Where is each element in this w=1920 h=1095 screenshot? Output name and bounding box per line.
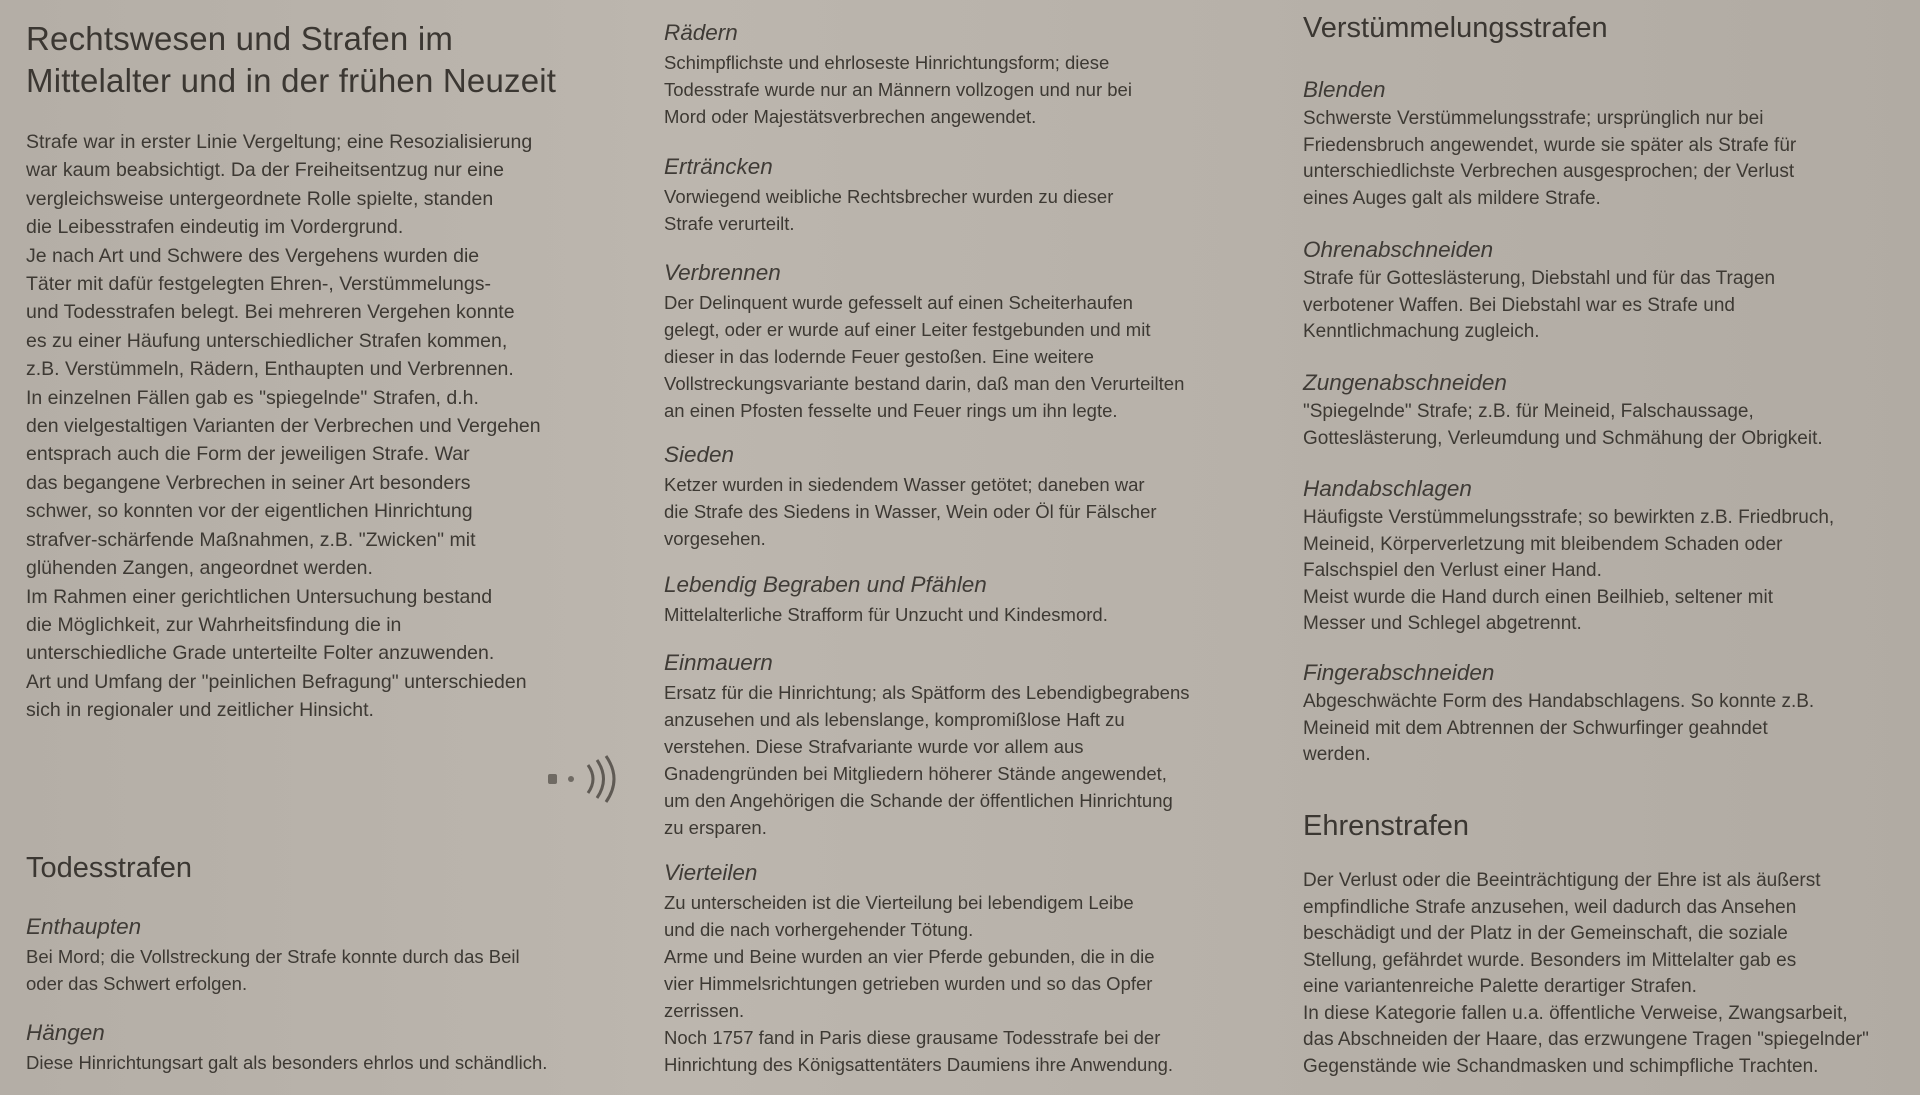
entry-text: Schwerste Verstümmelungsstrafe; ursprünglich nur bei Friedensbruch angewendet, wurde sie später als Strafe für unterschiedlichste Verbrechen ausgesprochen; der Verlust eines Auges galt als mildere Strafe. xyxy=(1303,108,1797,209)
entry-text: Schimpflichste und ehrloseste Hinrichtungsform; diese Todesstrafe wurde nur an Männern vollzogen und nur bei Mord oder Majestätsverbrechen angewendet. xyxy=(664,52,1132,127)
entry-title: Fingerabschneiden xyxy=(1303,660,1495,685)
section-heading-ehrenstrafen: Ehrenstrafen xyxy=(1303,810,1470,842)
entry-lebendig-begraben xyxy=(664,570,1264,628)
entry-blenden xyxy=(1303,75,1913,212)
entry-handabschlagen xyxy=(1303,474,1913,638)
entry-text: Vorwiegend weibliche Rechtsbrecher wurden zu dieser Strafe verurteilt. xyxy=(664,186,1114,234)
entry-title: Ohrenabschneiden xyxy=(1303,237,1494,262)
entry-enthaupten xyxy=(26,912,626,997)
entry-text: Zu unterscheiden ist die Vierteilung bei lebendigem Leibe und die nach vorhergehender Tötung. Arme und Beine wurden an vier Pferde gebunden, die in die vier Himmelsrichtungen getrieben wurden und so das Opfer zerrissen. Noch 1757 fand in Paris diese grausame Todesstrafe bei der Hinrichtung des Königsattentäters Daumiens ihre Anwendung. xyxy=(664,892,1174,1075)
entry-text: Strafe für Gotteslästerung, Diebstahl und für das Tragen verbotener Waffen. Bei Diebstahl war es Strafe und Kenntlichmachung zugleich. xyxy=(1303,268,1776,342)
entry-title: Handabschlagen xyxy=(1303,476,1472,501)
entry-title: Hängen xyxy=(26,1020,105,1045)
entry-title: Zungenabschneiden xyxy=(1303,370,1507,395)
entry-title: Lebendig Begraben und Pfählen xyxy=(664,572,987,597)
section-heading-verstuemmelungsstrafen: Verstümmelungsstrafen xyxy=(1303,12,1608,44)
entry-raedern xyxy=(664,18,1264,130)
entry-ohrenabschneiden xyxy=(1303,235,1913,346)
entry-text: Ketzer wurden in siedendem Wasser getötet; daneben war die Strafe des Siedens in Wasser, Wein oder Öl für Fälscher vorgesehen. xyxy=(664,474,1157,549)
entry-text: Mittelalterliche Strafform für Unzucht und Kindesmord. xyxy=(664,604,1108,625)
entry-title: Vierteilen xyxy=(664,860,758,885)
entry-title: Einmauern xyxy=(664,650,773,675)
entry-text: Ersatz für die Hinrichtung; als Spätform des Lebendigbegrabens anzusehen und als lebenslange, kompromißlose Haft zu verstehen. Diese Strafvariante wurde vor allem aus Gnadengründen bei Mitgliedern höherer Stände angewendet, um den Angehörigen die Schande der öffentlichen Hinrichtung zu ersparen. xyxy=(664,682,1190,838)
entry-zungenabschneiden xyxy=(1303,368,1913,452)
entry-title: Enthaupten xyxy=(26,914,142,939)
entry-vierteilen xyxy=(664,858,1264,1078)
entry-title: Sieden xyxy=(664,442,735,467)
entry-text: Bei Mord; die Vollstreckung der Strafe konnte durch das Beil oder das Schwert erfolgen. xyxy=(26,946,520,994)
audio-guide-icon[interactable] xyxy=(544,755,624,803)
entry-text: Abgeschwächte Form des Handabschlagens. So konnte z.B. Meineid mit dem Abtrennen der Schwurfinger geahndet werden. xyxy=(1303,691,1815,765)
entry-sieden xyxy=(664,440,1264,552)
ehrenstrafen-text: Der Verlust oder die Beeinträchtigung der Ehre ist als äußerst empfindliche Strafe anzusehen, weil dadurch das Ansehen beschädigt und der Platz in der Gemeinschaft, die soziale Stellung, gefährdet wurde. Besonders im Mittelalter gab es eine variantenreiche Palette derartiger Strafen. In diese Kategorie fallen u.a. öffentliche Verweise, Zwangsarbeit, das Abschneiden der Haare, das erzwungene Tragen "spiegelnder" Gegenstände wie Schandmasken und schimpfliche Trachten. xyxy=(1303,870,1869,1077)
entry-haengen xyxy=(26,1018,626,1076)
intro-paragraph: Strafe war in erster Linie Vergeltung; eine Resozialisierung war kaum beabsichtigt. Da der Freiheitsentzug nur eine vergleichsweise untergeordnete Rolle spielte, standen die Leibesstrafen eindeutig im Vordergrund. Je nach Art und Schwere des Vergehens wurden die Täter mit dafür festgelegten Ehren-, Verstümmelungs- und Todesstrafen belegt. Bei mehreren Vergehen konnte es zu einer Häufung unterschiedlicher Strafen kommen, z.B. Verstümmeln, Rädern, Enthaupten und Verbrennen. In einzelnen Fällen gab es "spiegelnde" Strafen, d.h. den vielgestaltigen Varianten der Verbrechen und Vergehen entsprach auch die Form der jeweiligen Strafe. War das begangene Verbrechen in seiner Art besonders schwer, so konnten vor der eigentlichen Hinrichtung strafver-schärfende Maßnahmen, z.B. "Zwicken" mit glühenden Zangen, angeordnet werden. Im Rahmen einer gerichtlichen Untersuchung bestand die Möglichkeit, zur Wahrheitsfindung die in unterschiedliche Grade unterteilte Folter anzuwenden. Art und Umfang der "peinlichen Befragung" unterschieden sich in regionaler und zeitlicher Hinsicht. xyxy=(26,131,541,722)
entry-title: Erträncken xyxy=(664,154,773,179)
entry-fingerabschneiden xyxy=(1303,658,1913,769)
entry-ertraenken xyxy=(664,152,1264,237)
page-title: Rechtswesen und Strafen im Mittelalter und in der frühen Neuzeit xyxy=(26,20,557,99)
entry-einmauern xyxy=(664,648,1264,841)
entry-title: Blenden xyxy=(1303,77,1386,102)
entry-title: Verbrennen xyxy=(664,260,781,285)
entry-text: Häufigste Verstümmelungsstrafe; so bewirkten z.B. Friedbruch, Meineid, Körperverletzung mit bleibendem Schaden oder Falschspiel den Verlust einer Hand. Meist wurde die Hand durch einen Beilhieb, seltener mit Messer und Schlegel abgetrennt. xyxy=(1303,507,1835,634)
entry-text: Der Delinquent wurde gefesselt auf einen Scheiterhaufen gelegt, oder er wurde auf einer Leiter festgebunden und mit dieser in das lodernde Feuer gestoßen. Eine weitere Vollstreckungsvariante bestand darin, daß man den Verurteilten an einen Pfosten fesselte und Feuer rings um ihn legte. xyxy=(664,292,1185,421)
entry-verbrennen xyxy=(664,258,1264,424)
entry-text: "Spiegelnde" Strafe; z.B. für Meineid, Falschaussage, Gotteslästerung, Verleumdung und Schmähung der Obrigkeit. xyxy=(1303,401,1823,449)
entry-title: Rädern xyxy=(664,20,738,45)
section-heading-todesstrafen: Todesstrafen xyxy=(26,852,193,884)
entry-text: Diese Hinrichtungsart galt als besonders ehrlos und schändlich. xyxy=(26,1052,548,1073)
